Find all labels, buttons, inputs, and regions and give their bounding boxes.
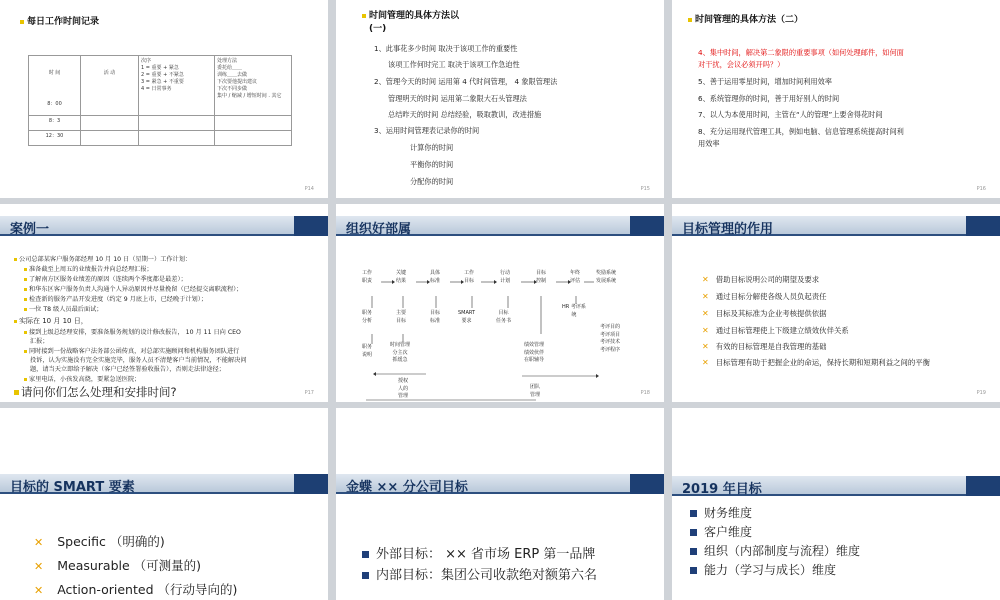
check-icon: ✕: [702, 326, 709, 335]
check-icon: ✕: [34, 560, 44, 573]
check-icon: ✕: [702, 358, 709, 367]
check-icon: ✕: [34, 536, 44, 549]
slide-title: 金蝶 ×× 分公司目标: [346, 480, 468, 495]
check-icon: ✕: [702, 275, 709, 284]
slide-smart[interactable]: 目标的 SMART 要素 ✕ Specific （明确的) ✕ Measurable （可测量的) ✕ Action-oriented （行动导向的): [0, 408, 328, 600]
title-bar: [672, 476, 1000, 496]
page-number: P14: [304, 186, 314, 192]
page-number: P15: [640, 186, 650, 192]
slide-title: 每日工作时间记录: [20, 14, 99, 27]
page-number: P19: [976, 390, 986, 396]
slide-title: 时间管理的具体方法以 (一): [362, 8, 459, 34]
slide-title: 组织好部属: [346, 222, 412, 237]
page-number: P17: [304, 390, 314, 396]
slide-title: 2019 年目标: [682, 482, 762, 497]
slide-title: 案例一: [10, 222, 50, 237]
title-bar: [0, 216, 328, 236]
check-icon: ✕: [702, 309, 709, 318]
slide-time-methods-2[interactable]: 时间管理的具体方法（二） 4、集中时间，解决第二象限的重要事项（如何处理邮件，如何面 对干扰，会议必须开吗？） 5、善于运用零星时间，增加时间利用效率 6、系统管理你的时间，善于用好别人的时间 7、以人为本使用时间，主管在“人的管理”上要舍得花时间 8、充分运用现代管理工具，例如电脑、信息管理系统提高时间利 用效率 P16: [672, 0, 1000, 198]
slide-title: 目标管理的作用: [682, 222, 774, 237]
title-bar: [0, 474, 328, 494]
check-icon: ✕: [34, 584, 44, 597]
slide-case-one[interactable]: 案例一 公司总部某客户服务部经理 10 月 10 日（星期一）工作计划： 准备截至上周五的业绩报告并向总经理汇报； 了解南方区服务业绩差的原因（连续两个季度都是最差）； 和华东区客户服务负责人沟通个人异动原因并尽量挽留（已经提交离职流程）； 检查新的服务产品开发进度（约定 9 月底上市，已经晚于计划）； 一位 T8 级人员最后面试； 实际在 10 月 10 日， 接到上级总经理安排，要准备服务规划的设计修改报告， 10 月 11 日向 CEO 汇报； 同时接到一份战略客户法务部公函传真，对总部实施顾问和机构服务团队进行 投诉，认为实施没有完全实施完毕，服务人员不清楚客户当前情况，不能解决问 题，请当天立即给予解决（客户已经签署验收报告），否则走法律途径； 家里电话，小孩发高烧，要紧急送医院； 请问你们怎么处理和安排时间? P17: [0, 204, 328, 402]
time-record-table: 时 间 8：00 活 动 次序 1 = 重要 + 紧急 2 = 重要 + 不紧急 3 = 紧急 + 不重要 4 = 日常事务 处理方法 委托给＿＿ 训练＿＿去做 下次要他提出建议 下次不同步做 集中 / 缩减 / 增短时间 . 其它 8：3 12：30: [28, 55, 292, 146]
slide-time-record[interactable]: [0, 0, 328, 198]
slide-organize-staff[interactable]: 组织好部属 工作 职责 关键 结果 具体 标准 工作 目标 行动 计划 目标 控制 年终 评估 奖励系统 发展系统 职务 分析 主要 目标 目标 标准 SMART 要求 目标 任务书 职务 说明 时间管理 分主次 抓缓急 授权 人的 管理 绩效管理 绩效伙伴 在职辅导 团队 管理 HR 考评系 统 考评目的 考评项目 考评技术 考评程序 P18: [336, 204, 664, 402]
slide-goal-management-role[interactable]: 目标管理的作用 ✕ 借助目标说明公司的期望及要求 ✕ 通过目标分解使各级人员负起责任 ✕ 目标及其标准为企业考核提供依据 ✕ 通过目标管理使上下级建立绩效伙伴关系 ✕ 有效的目标管理是自我管理的基础 ✕ 目标管理有助于把握企业的命运，保持长期和短期利益之间的平衡 P19: [672, 204, 1000, 402]
title-bar: [336, 474, 664, 494]
title-bar: [672, 216, 1000, 236]
flow-arrows: [336, 204, 664, 402]
page-number: P18: [640, 390, 650, 396]
slide-branch-goals[interactable]: 金蝶 ×× 分公司目标 外部目标： ×× 省市场 ERP 第一品牌 内部目标：集团公司收款绝对额第六名: [336, 408, 664, 600]
slide-time-methods-1[interactable]: 时间管理的具体方法以 (一) 1、此事花多少时间 取决于该项工作的重要性 该项工作何时完工 取决于该项工作急迫性 2、管理今天的时间 运用第 4 代时间管理， 4 象限管理法 管理明天的时间 运用第二象限大石头管理法 总结昨天的时间 总结经验，吸取教训，改进措施 3、运用时间管理表记录你的时间 计算你的时间 平衡你的时间 分配你的时间 P15: [336, 0, 664, 198]
check-icon: ✕: [702, 292, 709, 301]
slide-2019-goals[interactable]: 2019 年目标 财务维度 客户维度 组织（内部制度与流程）维度 能力（学习与成长）维度: [672, 408, 1000, 600]
page-number: P16: [976, 186, 986, 192]
check-icon: ✕: [702, 342, 709, 351]
slide-title: 时间管理的具体方法（二）: [688, 12, 803, 25]
slide-title: 目标的 SMART 要素: [10, 480, 135, 495]
